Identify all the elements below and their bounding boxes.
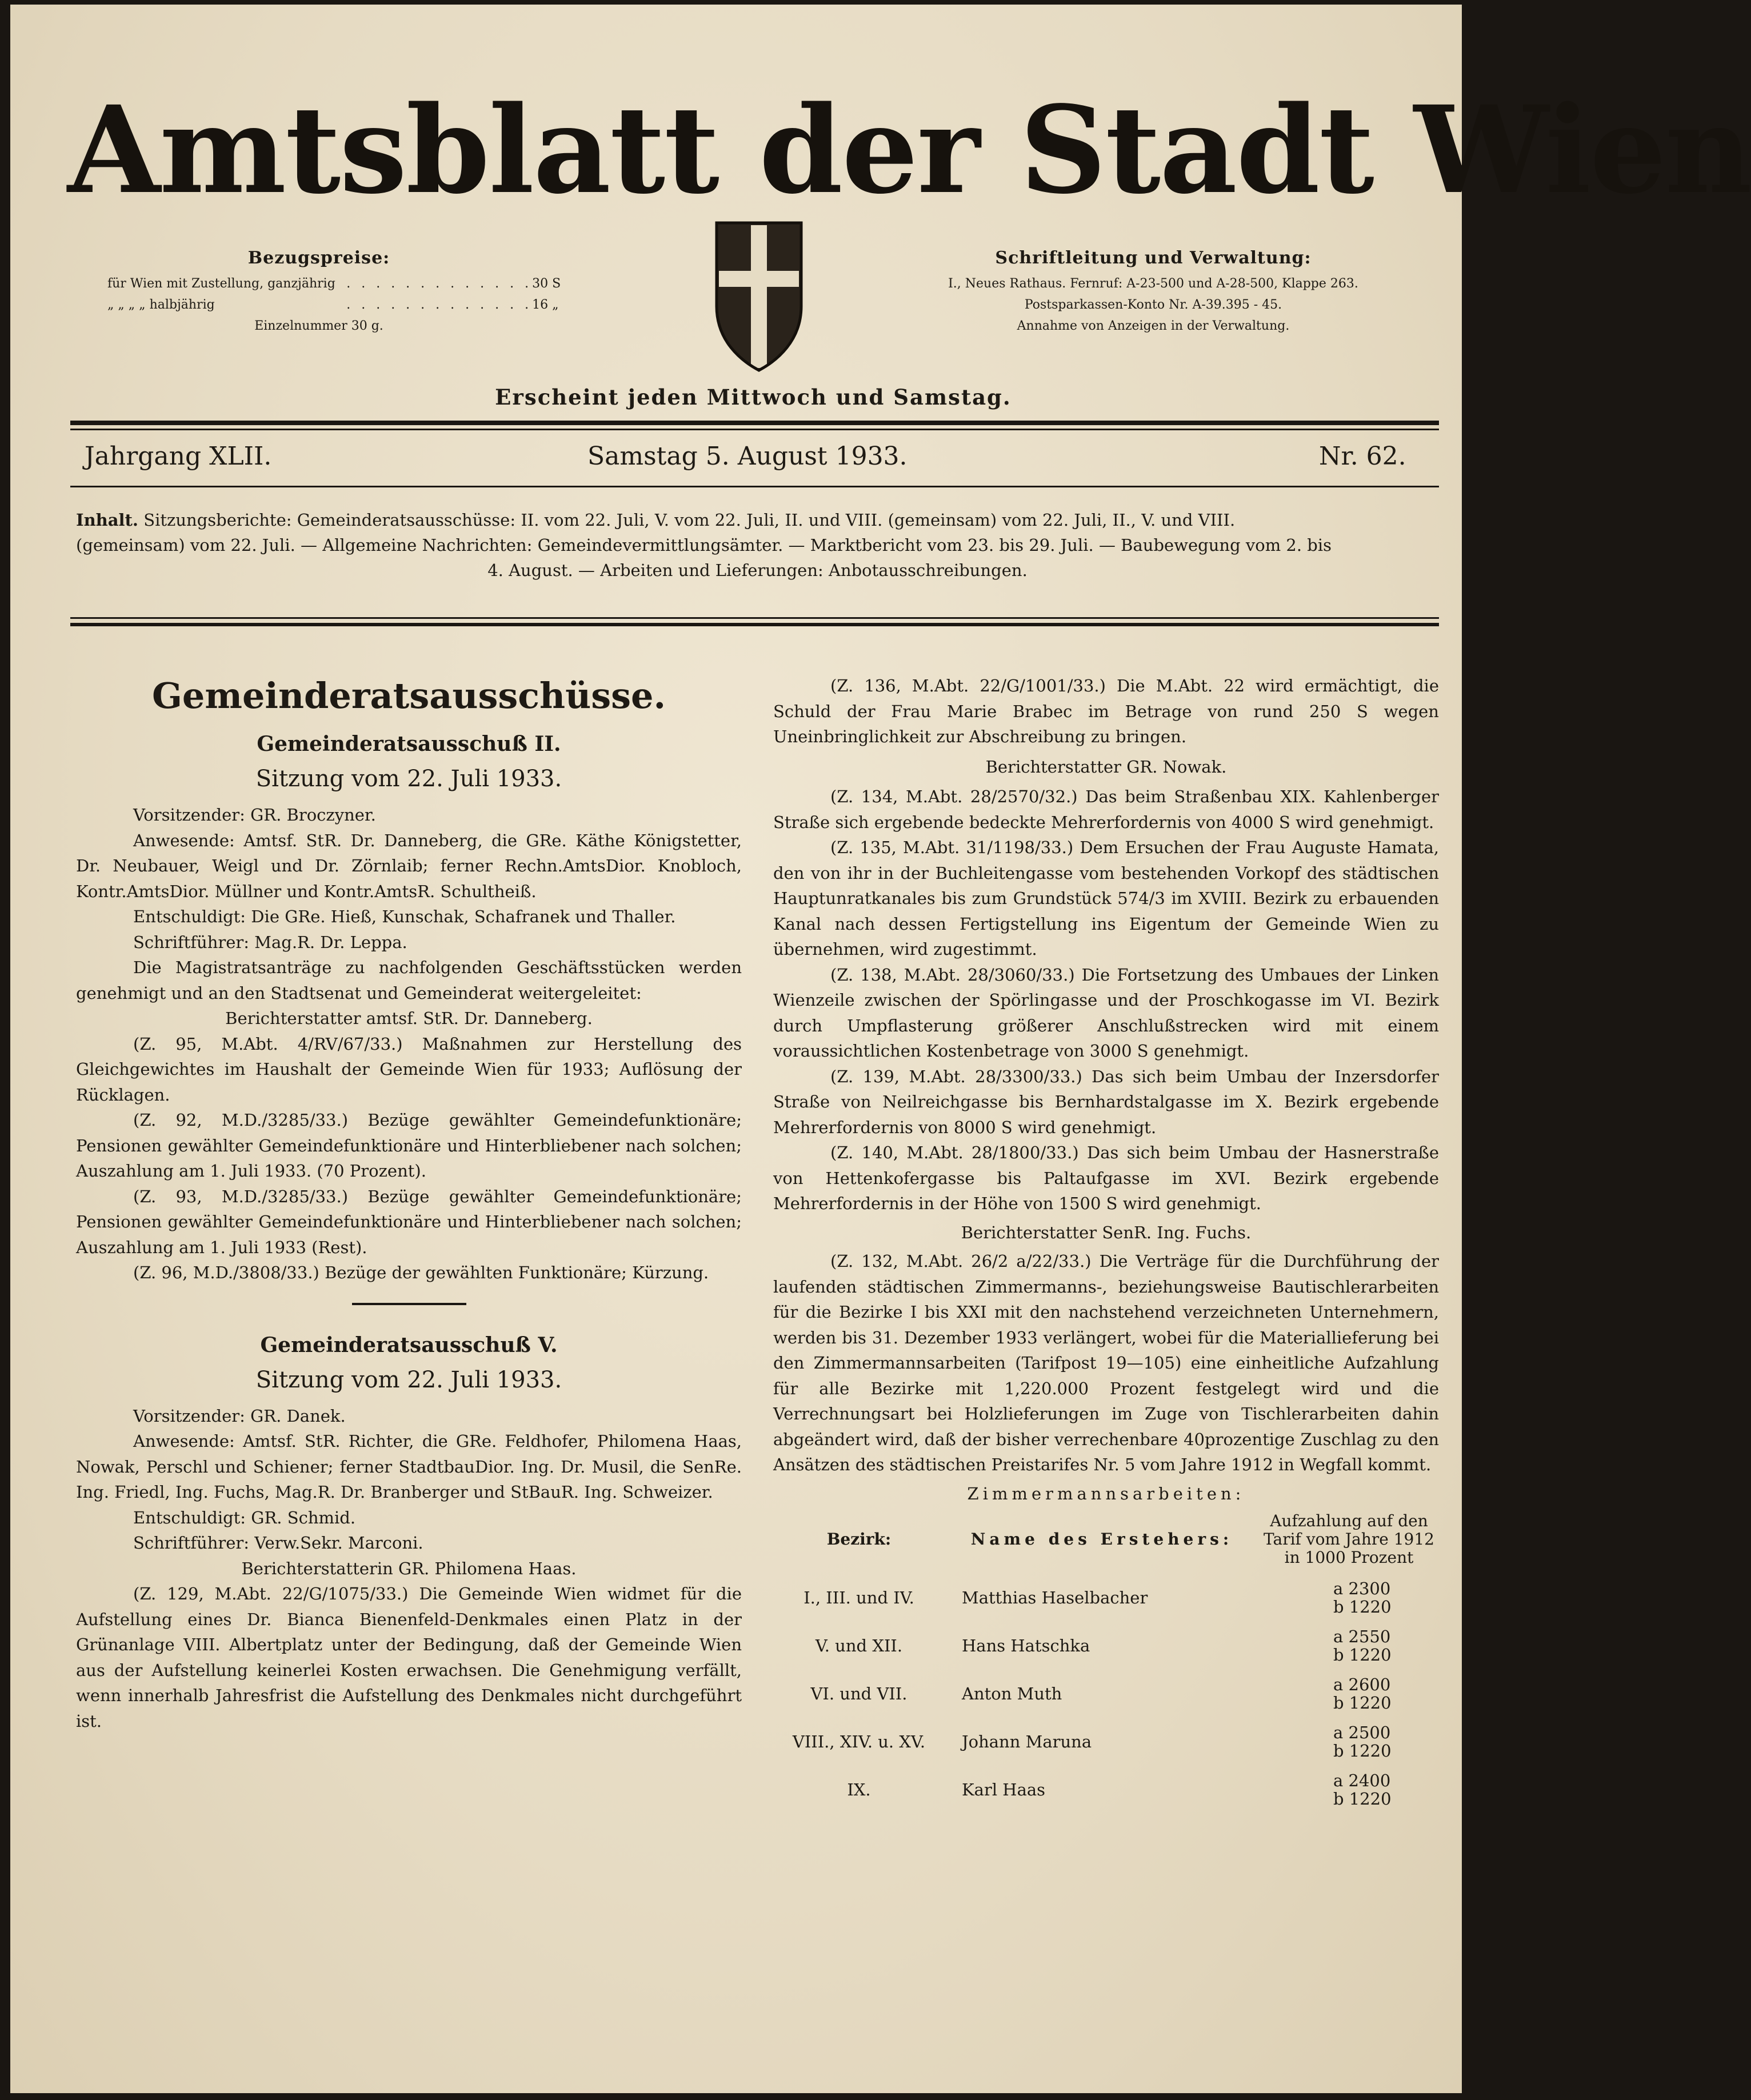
surcharge-cell bbox=[1259, 1574, 1439, 1622]
price-row-yearly bbox=[67, 273, 570, 294]
chairman: Vorsitzender: GR. Danek. bbox=[133, 1406, 346, 1426]
price-label: „ „ „ „ halbjährig bbox=[107, 298, 215, 312]
reporter: Berichterstatter GR. Nowak. bbox=[985, 757, 1227, 777]
contents-label: Inhalt. bbox=[76, 510, 139, 530]
table-row bbox=[773, 1574, 1439, 1622]
table-title: Zimmermannsarbeiten: bbox=[967, 1483, 1245, 1503]
surcharge-b: b 1220 bbox=[1333, 1789, 1392, 1809]
district-cell: V. und XII. bbox=[815, 1636, 903, 1655]
agenda-item: (Z. 132, M.Abt. 26/2 a/22/33.) Die Verträge für die Durchführung der laufenden städtischen Zimmermanns-, beziehungsweise Bautischlerarbeiten für die Bezirke I bis XXI mit den nachstehend verzeichneten Unternehmern, werden bis 31. Dezember 1933 verlängert, wobei für die Materiallieferung bei den Zimmermannsarbeiten (Tarifpost 19—105) eine einheitliche Aufzahlung für alle Bezirke mit 1,220.000 Prozent festgelegt wird und die Verrechnungsart bei Holzlieferungen im Zuge von Tischlerarbeiten dahin abgeändert wird, daß der bisher verrechenbare 40prozentige Zuschlag zu den Ansätzen des städtischen Preistarifes Nr. 5 vom Jahre 1912 in Wegfall kommt. bbox=[773, 1251, 1439, 1474]
agenda-item: (Z. 129, M.Abt. 22/G/1075/33.) Die Gemeinde Wien widmet für die Aufstellung eines Dr. Bianca Bienenfeld-Denkmales einen Platz in der Grünanlage VIII. Albertplatz unter der Bedingung, daß der Gemeinde Wien aus der Aufstellung keinerlei Kosten erwachsen. Die Genehmigung verfällt, wenn innerhalb Jahresfrist die Aufstellung des Denkmales nicht durchgeführt ist. bbox=[76, 1584, 742, 1731]
carpentry-table bbox=[773, 1509, 1439, 1814]
district-cell: VI. und VII. bbox=[810, 1684, 908, 1703]
price-row-halfyearly bbox=[67, 294, 570, 315]
section-heading: Gemeinderatsausschüsse. bbox=[151, 675, 666, 717]
secretary: Schriftführer: Verw.Sekr. Marconi. bbox=[133, 1533, 423, 1553]
prices-heading: Bezugspreise: bbox=[247, 248, 390, 268]
agenda-item: (Z. 140, M.Abt. 28/1800/33.) Das sich beim Umbau der Hasnerstraße von Hettenkofergasse bis Paltaufgasse im XVI. Bezirk ergebende Mehrerfordernis in der Höhe von 1500 S wird genehmigt. bbox=[773, 1143, 1439, 1213]
leader-dots: . . . . . . . . . . . . . bbox=[346, 298, 533, 312]
single-issue-price: Einzelnummer 30 g. bbox=[254, 319, 383, 333]
table-of-contents bbox=[76, 507, 1439, 583]
masthead-title: Amtsblatt der Stadt Wien bbox=[67, 79, 1751, 221]
dateline-rule bbox=[70, 486, 1439, 487]
price-value: 16 „ bbox=[532, 298, 559, 312]
surcharge-b: b 1220 bbox=[1333, 1645, 1392, 1665]
table-row bbox=[773, 1622, 1439, 1670]
committee-title: Gemeinderatsausschuß II. bbox=[257, 732, 561, 756]
agenda-item: (Z. 138, M.Abt. 28/3060/33.) Die Fortsetzung des Umbaues der Linken Wienzeile zwischen der Spörlingasse und der Proschkogasse im VI. Bezirk durch Umpflasterung größerer Anschlußstrecken wird mit einem voraussichtlichen Kostenbetrage von 3000 S genehmigt. bbox=[773, 965, 1439, 1061]
district-cell: IX. bbox=[847, 1780, 871, 1799]
editorial-heading: Schriftleitung und Verwaltung: bbox=[995, 248, 1312, 268]
attendees: Anwesende: Amtsf. StR. Dr. Danneberg, die GRe. Käthe Königstetter, Dr. Neubauer, Weigl und Dr. Zörnlaib; ferner Rechn.AmtsDior. Knobloch, Kontr.AmtsDior. Müllner und Kontr.AmtsR. Schultheiß. bbox=[76, 830, 742, 901]
secretary: Schriftführer: Mag.R. Dr. Leppa. bbox=[133, 932, 407, 952]
chairman: Vorsitzender: GR. Broczyner. bbox=[133, 805, 376, 825]
editorial-bank-account: Postsparkassen-Konto Nr. A-39.395 - 45. bbox=[1024, 298, 1282, 312]
price-value: 30 S bbox=[532, 277, 561, 291]
contractor-cell: Matthias Haselbacher bbox=[962, 1588, 1148, 1607]
right-column bbox=[773, 673, 1439, 1814]
vienna-coat-of-arms-icon bbox=[714, 221, 803, 373]
session-date: Sitzung vom 22. Juli 1933. bbox=[255, 1366, 562, 1393]
agenda-item: (Z. 135, M.Abt. 31/1198/33.) Dem Ersuchen der Frau Auguste Hamata, den von ihr in der Buchleitengasse vom bestehenden Vorkopf des städtischen Hauptunratkanales bis zum Grundstück 574/3 im XVIII. Bezirk zu erbauenden Kanal nach dessen Fertigstellung ins Eigentum der Gemeinde Wien zu übernehmen, wird zugestimmt. bbox=[773, 838, 1439, 959]
surcharge-cell bbox=[1259, 1766, 1439, 1814]
surcharge-b: b 1220 bbox=[1333, 1597, 1392, 1617]
top-rule-thin bbox=[70, 429, 1439, 430]
table-header-row bbox=[773, 1509, 1439, 1574]
surcharge-cell bbox=[1259, 1622, 1439, 1670]
contents-rule bbox=[70, 617, 1439, 619]
surcharge-a: a 2300 bbox=[1333, 1579, 1391, 1598]
committee-title: Gemeinderatsausschuß V. bbox=[260, 1333, 558, 1357]
contractor-cell: Karl Haas bbox=[962, 1780, 1046, 1799]
issue-date: Samstag 5. August 1933. bbox=[587, 442, 908, 471]
agenda-item: (Z. 95, M.Abt. 4/RV/67/33.) Maßnahmen zur Herstellung des Gleichgewichtes im Haushalt der Gemeinde Wien für 1933; Auflösung der Rücklagen. bbox=[76, 1034, 742, 1105]
agenda-item: (Z. 136, M.Abt. 22/G/1001/33.) Die M.Abt. 22 wird ermächtigt, die Schuld der Frau Marie Brabec im Betrage von rund 250 S wegen Uneinbringlichkeit zur Abschreibung zu bringen. bbox=[773, 676, 1439, 746]
contents-line: 4. August. — Arbeiten und Lieferungen: Anbotausschreibungen. bbox=[487, 561, 1028, 580]
district-cell: VIII., XIV. u. XV. bbox=[792, 1732, 926, 1751]
surcharge-a: a 2600 bbox=[1333, 1675, 1391, 1694]
editorial-address: I., Neues Rathaus. Fernruf: A-23-500 und A-28-500, Klappe 263. bbox=[948, 277, 1358, 291]
newspaper-page bbox=[10, 5, 1751, 2093]
surcharge-a: a 2400 bbox=[1333, 1771, 1391, 1790]
column-header: Bezirk: bbox=[826, 1530, 892, 1549]
contents-rule-thick bbox=[70, 623, 1439, 626]
reporter: Berichterstatterin GR. Philomena Haas. bbox=[241, 1558, 577, 1578]
agenda-item: (Z. 93, M.D./3285/33.) Bezüge gewählter Gemeindefunktionäre; Pensionen gewählter Gemeindefunktionäre und Hinterbliebener nach solchen; Auszahlung am 1. Juli 1933 (Rest). bbox=[76, 1186, 742, 1257]
attendees: Anwesende: Amtsf. StR. Richter, die GRe. Feldhofer, Philomena Haas, Nowak, Perschl und Schiener; ferner StadtbauDior. Ing. Dr. Musil, die SenRe. Ing. Friedl, Ing. Fuchs, Mag.R. Dr. Branberger und StBauR. Ing. Schweizer. bbox=[76, 1431, 742, 1502]
surcharge-cell bbox=[1259, 1718, 1439, 1766]
surcharge-cell bbox=[1259, 1670, 1439, 1718]
motion-intro: Die Magistratsanträge zu nachfolgenden Geschäftsstücken werden genehmigt und an den Stadtsenat und Gemeinderat weitergeleitet: bbox=[76, 958, 742, 1003]
surcharge-a: a 2550 bbox=[1333, 1627, 1391, 1646]
section-divider bbox=[352, 1303, 466, 1305]
agenda-item: (Z. 92, M.D./3285/33.) Bezüge gewählter Gemeindefunktionäre; Pensionen gewählter Gemeindefunktionäre und Hinterbliebener nach solchen; Auszahlung am 1. Juli 1933. (70 Prozent). bbox=[76, 1110, 742, 1181]
contractor-cell: Johann Maruna bbox=[962, 1732, 1092, 1751]
subscription-prices bbox=[67, 247, 570, 337]
leader-dots: . . . . . . . . . . . . . bbox=[346, 277, 533, 291]
agenda-item: (Z. 139, M.Abt. 28/3300/33.) Das sich beim Umbau der Inzersdorfer Straße von Neilreichgasse bis Bernhardstalgasse im X. Bezirk ergebende Mehrerfordernis von 8000 S wird genehmigt. bbox=[773, 1066, 1439, 1137]
district-cell: I., III. und IV. bbox=[803, 1588, 914, 1607]
top-rule bbox=[70, 421, 1439, 425]
excused: Entschuldigt: GR. Schmid. bbox=[133, 1507, 356, 1527]
column-header: Aufzahlung auf den Tarif vom Jahre 1912 in 1000 Prozent bbox=[1264, 1511, 1434, 1567]
dateline bbox=[85, 442, 1445, 476]
agenda-item: (Z. 96, M.D./3808/33.) Bezüge der gewählten Funktionäre; Kürzung. bbox=[133, 1263, 709, 1282]
surcharge-b: b 1220 bbox=[1333, 1741, 1392, 1761]
contractor-cell: Hans Hatschka bbox=[962, 1636, 1090, 1655]
table-row bbox=[773, 1670, 1439, 1718]
volume: Jahrgang XLII. bbox=[85, 442, 272, 471]
session-date: Sitzung vom 22. Juli 1933. bbox=[255, 766, 562, 792]
table-row bbox=[773, 1718, 1439, 1766]
editorial-ads-note: Annahme von Anzeigen in der Verwaltung. bbox=[1017, 319, 1290, 333]
surcharge-b: b 1220 bbox=[1333, 1693, 1392, 1713]
surcharge-a: a 2500 bbox=[1333, 1723, 1391, 1742]
issue-number: Nr. 62. bbox=[1319, 442, 1406, 471]
price-label: für Wien mit Zustellung, ganzjährig bbox=[107, 277, 335, 291]
table-row bbox=[773, 1766, 1439, 1814]
agenda-item: (Z. 134, M.Abt. 28/2570/32.) Das beim Straßenbau XIX. Kahlenberger Straße sich ergebende bedeckte Mehrerfordernis von 4000 S wird genehmigt. bbox=[773, 787, 1439, 832]
reporter: Berichterstatter SenR. Ing. Fuchs. bbox=[961, 1222, 1252, 1242]
contractor-cell: Anton Muth bbox=[962, 1684, 1062, 1703]
excused: Entschuldigt: Die GRe. Hieß, Kunschak, Schafranek und Thaller. bbox=[133, 907, 676, 926]
left-column bbox=[76, 673, 742, 1734]
contents-line: Sitzungsberichte: Gemeinderatsausschüsse: II. vom 22. Juli, V. vom 22. Juli, II. und VIII. (gemeinsam) vom 22. Juli, II., V. und VIII. bbox=[143, 510, 1236, 530]
column-header: Name des Erstehers: bbox=[970, 1530, 1233, 1549]
publication-schedule: Erscheint jeden Mittwoch und Samstag. bbox=[495, 385, 1012, 410]
reporter: Berichterstatter amtsf. StR. Dr. Danneberg. bbox=[225, 1009, 593, 1028]
contents-line: (gemeinsam) vom 22. Juli. — Allgemeine Nachrichten: Gemeindevermittlungsämter. — Marktbericht vom 23. bis 29. Juli. — Baubewegung vom 2. bis bbox=[76, 535, 1332, 555]
editorial-office bbox=[902, 247, 1405, 337]
